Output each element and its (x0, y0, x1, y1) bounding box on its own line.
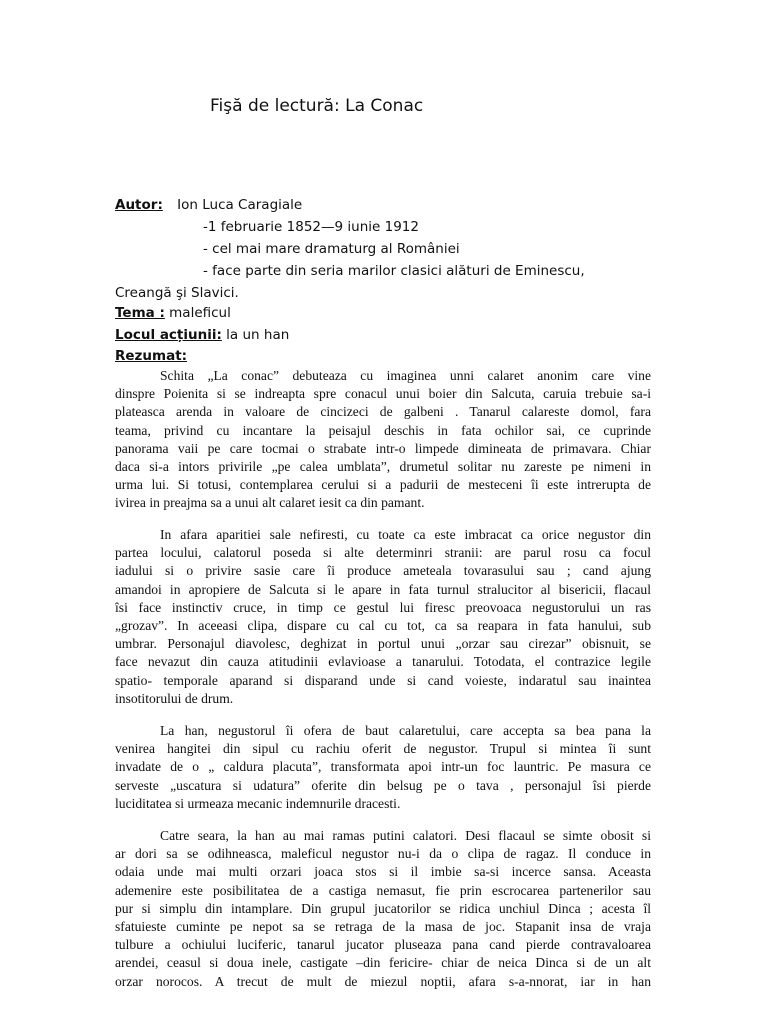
summary-line: ademenire este posibilitatea de a castiga nemasut, fie prin escrocarea partenerilor sau (115, 882, 651, 898)
summary-line: insotitorului de drum. (115, 690, 234, 706)
document-title: Fişă de lectură: La Conac (210, 96, 424, 116)
summary-line: ar dori sa se odihneasca, maleficul negustor nu-i da o clipa de ragaz. Il conduce in (115, 846, 651, 862)
summary-paragraph-1 (115, 367, 651, 513)
summary-label: Rezumat: (115, 348, 188, 364)
place-row (115, 325, 289, 345)
author-line-continuation: Creangă şi Slavici. (115, 285, 239, 301)
summary-line: Catre seara, la han au mai ramas putini calatori. Desi flacaul se simte obosit si (160, 828, 651, 843)
summary-line: venirea hangitei din sipul cu rachiu oferit de negustor. Trupul si mintea îi sunt (115, 741, 651, 757)
summary-row (115, 346, 187, 366)
author-row (115, 195, 302, 215)
summary-line: îsi face instinctiv cruce, in timp ce gestul lui firesc preovoaca negustorului un ras (115, 599, 651, 615)
summary-line: invadate de o „ caldura placuta”, transformata apoi intr-un foc launtric. Pe masura ce (115, 759, 651, 775)
summary-line: partea locului, calatorul poseda si alte determinri stranii: are parul rosu ca focul (115, 545, 651, 561)
theme-label: Tema : (115, 305, 165, 321)
author-line-dramatist: - cel mai mare dramaturg al României (203, 241, 460, 257)
summary-line: tulbure a ochiului luciferic, tanarul jucator pluseaza pana cand pierde contravaloarea (115, 937, 651, 953)
summary-line: In afara aparitiei sale nefiresti, cu toate ca este imbracat ca orice negustor din (160, 527, 651, 542)
summary-line: ivirea in preajma sa a unui alt calaret iesit ca din pamant. (115, 495, 425, 511)
summary-line: „grozav”. In aceeasi clipa, dispare cu cal cu tot, ca sa reapara in fata hanului, sub (115, 618, 651, 634)
author-line-dates: -1 februarie 1852—9 iunie 1912 (203, 219, 419, 235)
summary-paragraph-4 (115, 827, 651, 991)
place-label: Locul acțiunii: (115, 327, 222, 343)
summary-line: spatio- temporale aparand si disparand unde si cand voieste, indaratul sau inaintea (115, 672, 651, 688)
summary-line: Schita „La conac” debuteaza cu imaginea unni calaret anonim care vine (160, 368, 651, 383)
summary-line: face nevazut din cauza atitudinii evlavioase a tanarului. Totodata, el contrazice legile (115, 654, 651, 670)
summary-line: luciditatea si urmeaza mecanic indemnurile dracesti. (115, 795, 401, 811)
summary-line: sfatuieste cuminte pe nepot sa se retraga de la masa de joc. Stapanit insa de vraja (115, 919, 651, 935)
summary-line: amandoi in apropiere de Salcuta si le apare in fata turnul stralucitor al bisericii, flacaul (115, 581, 651, 597)
summary-line: urma lui. Si totusi, contemplarea cerului si a padurii de mesteceni îi este intrerupta de (115, 477, 651, 493)
summary-line: umbrar. Personajul diavolesc, deghizat in portul unui „orzar sau cirezar” obisnuit, se (115, 636, 651, 652)
summary-line: serveste „uscatura si udatura” oferite din belsug pe o tava , personajul îsi pierde (115, 777, 651, 793)
author-line-classics: - face parte din seria marilor clasici alături de Eminescu, (203, 263, 585, 279)
summary-line: daca si-a intors privirile „pe calea umblata”, drumetul solitar nu zareste pe nimeni in (115, 459, 651, 475)
summary-line: teama, privind cu incantare la peisajul deschis in fata ochilor sai, ce cuprinde (115, 422, 651, 438)
theme-row (115, 303, 231, 323)
author-name: Ion Luca Caragiale (177, 197, 303, 213)
summary-line: La han, negustorul îi ofera de baut calaretului, care accepta sa bea pana la (160, 723, 651, 738)
summary-line: dinspre Poienita si se indreapta spre conacul unui boier din Salcuta, caruia trebuie sa-i (115, 386, 651, 402)
summary-line: arendei, ceasul si doua inele, castigate –din fericire- chiar de neica Dinca si de un alt (115, 955, 651, 971)
summary-line: odaia unde mai multi orzari joaca stos si il imbie sa-si incerce sansa. Aceasta (115, 864, 651, 880)
summary-line: iadului si o privire sasie care îi produce ameteala tovarasului sau ; cand ajung (115, 563, 651, 579)
summary-line: pur si simplu din intamplare. Din grupul jucatorilor se ridica unchiul Dinca ; acesta îl (115, 900, 651, 916)
place-value: la un han (221, 327, 290, 343)
summary-line: plateasca arenda in valoare de cincizeci de galbeni . Tanarul calareste domol, fara (115, 404, 651, 420)
summary-paragraph-3 (115, 722, 651, 813)
summary-line: panorama vaii pe care tocmai o strabate intr-o limpede dimineata de primavara. Chiar (115, 440, 651, 456)
author-label: Autor: (115, 197, 163, 213)
summary-line: orzar norocos. A trecut de mult de miezul noptii, afara s-a-nnorat, iar in han (115, 973, 651, 989)
theme-value: maleficul (164, 305, 231, 321)
summary-paragraph-2 (115, 526, 651, 708)
